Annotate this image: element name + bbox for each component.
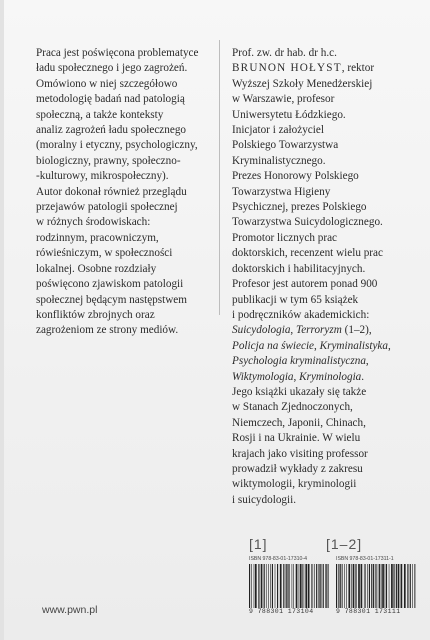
- barcode-bar: [277, 564, 278, 608]
- barcode-bar: [342, 564, 343, 608]
- barcode-bar: [272, 564, 273, 608]
- bio-line: Towarzystwa Higieny: [232, 185, 331, 198]
- barcode-bar: [398, 564, 400, 608]
- barcode-bar: [371, 564, 372, 608]
- barcode-digits: 9 788301 173104: [249, 608, 314, 615]
- barcode-bar: [364, 564, 365, 608]
- barcode-bar: [286, 564, 287, 608]
- barcode-bar: [358, 564, 360, 608]
- bio-line: w Stanach Zjednoczonych,: [232, 401, 353, 414]
- description-line: rodzinnym, pracowniczym,: [36, 231, 159, 244]
- isbn-block-1: [249, 556, 329, 615]
- description-line: konfliktów zbrojnych oraz: [36, 308, 155, 321]
- barcode-bar: [353, 564, 355, 608]
- barcode-bar: [379, 564, 380, 608]
- barcode-bar: [314, 564, 315, 608]
- bio-line: Rosji i na Ukrainie. W wielu: [232, 432, 361, 445]
- barcode-bar: [264, 564, 265, 608]
- book-title: Terroryzm: [296, 324, 342, 337]
- barcode-bar: [266, 564, 267, 608]
- barcode-bar: [302, 564, 303, 608]
- volume-label-1: [1]: [249, 536, 268, 552]
- description-line: zagrożeniom ze strony mediów.: [36, 324, 179, 337]
- description-line: Praca jest poświęcona problematyce: [36, 47, 199, 59]
- bio-line: Polskiego Towarzystwa: [232, 139, 339, 152]
- punctuation: (1–2),: [341, 324, 372, 337]
- publisher-website[interactable]: www.pwn.pl: [42, 604, 98, 616]
- description-line: Omówiono w niej szczegółowo: [36, 77, 178, 90]
- barcode-bar: [323, 564, 324, 608]
- bio-line: Niemczech, Japonii, Chinach,: [232, 416, 366, 429]
- barcode-bar: [351, 564, 352, 608]
- barcode-bar: [292, 564, 293, 608]
- barcode-bar: [296, 564, 298, 608]
- bio-line: Towarzystwa Suicydologicznego.: [232, 216, 383, 229]
- barcode-bar: [261, 564, 263, 608]
- barcode-bar: [386, 564, 387, 608]
- description-line: -kulturowy, mikrospołeczny).: [36, 170, 169, 183]
- barcode-bar: [410, 564, 411, 608]
- barcode-bar: [367, 564, 368, 608]
- barcode-bar: [381, 564, 382, 608]
- barcode-bar: [393, 564, 394, 608]
- barcode-bar: [299, 564, 300, 608]
- description-line: w różnych środowiskach:: [36, 216, 151, 229]
- punctuation: .: [361, 370, 365, 383]
- book-titles-line: [232, 323, 418, 338]
- bio-line: krajach jako visiting professor: [232, 447, 368, 460]
- barcode-bar: [318, 564, 319, 608]
- barcode-bar: [300, 564, 302, 608]
- isbn-block-2: [336, 556, 416, 615]
- volume-label-1-2: [1–2]: [326, 536, 363, 552]
- punctuation: ,: [365, 355, 369, 368]
- barcode-bar: [268, 564, 269, 608]
- barcode-bar: [328, 564, 329, 608]
- bio-line: Prezes Honorowy Polskiego: [232, 170, 359, 183]
- barcode-bar: [369, 564, 370, 608]
- barcode-bar: [275, 564, 276, 608]
- barcode-bar: [305, 564, 307, 608]
- barcode-bar: [320, 564, 321, 608]
- barcode-bar: [280, 564, 282, 608]
- bio-line: Kryminalistycznego.: [232, 154, 326, 167]
- barcode-bar: [254, 564, 255, 608]
- barcode-bar: [258, 564, 259, 608]
- description-line: metodologię badań nad patologią: [36, 93, 185, 106]
- barcode-bar: [382, 564, 384, 608]
- barcode-bar: [414, 564, 415, 608]
- bio-line: doktorskich i habilitacyjnych.: [232, 262, 366, 275]
- bio-text: , rektor: [341, 62, 375, 75]
- barcode-icon: [336, 564, 416, 608]
- barcode-bar: [355, 564, 356, 608]
- book-title: Psychologia kryminalistyczna: [232, 355, 366, 368]
- bio-line: w Warszawie, profesor: [232, 93, 335, 106]
- bio-line: Promotor licznych prac: [232, 231, 338, 244]
- barcode-bar: [336, 564, 337, 608]
- barcode-bar: [289, 564, 290, 608]
- punctuation: ,: [293, 370, 300, 383]
- description-line: ładu społecznego i jego zagrożeń.: [36, 62, 188, 75]
- bio-line: wiktymologii, kryminologii: [232, 478, 357, 491]
- barcode-bar: [251, 564, 252, 608]
- book-title: Wiktymologia: [232, 370, 294, 383]
- barcode-bar: [361, 564, 363, 608]
- barcode-bar: [412, 564, 413, 608]
- book-title: Kryminologia: [299, 370, 362, 383]
- bio-line: Wyższej Szkoły Menedżerskiej: [232, 77, 373, 90]
- barcode-bar: [373, 564, 374, 608]
- barcode-bar: [344, 564, 345, 608]
- book-title: Kryminalistyka: [319, 339, 388, 352]
- barcode-bar: [340, 564, 341, 608]
- barcode-bar: [287, 564, 288, 608]
- bio-line: Profesor jest autorem ponad 900: [232, 278, 378, 291]
- author-bio: [232, 46, 418, 508]
- bio-line: doktorskich, recenzent wielu prac: [232, 247, 383, 260]
- barcode-bar: [404, 564, 406, 608]
- barcode-bar: [308, 564, 310, 608]
- barcode-bar: [391, 564, 393, 608]
- description-line: przejawów patologii społecznej: [36, 201, 178, 214]
- bio-line: i podręczników akademickich:: [232, 308, 370, 321]
- barcode-bar: [311, 564, 312, 608]
- barcode-bar: [249, 564, 250, 608]
- description-line: społeczną, a także konteksty: [36, 108, 164, 121]
- column-divider: [219, 40, 220, 315]
- barcode-bar: [378, 564, 379, 608]
- barcode-bar: [396, 564, 397, 608]
- barcode-bar: [348, 564, 350, 608]
- isbn-number: ISBN 978-83-01-17311-1: [336, 556, 394, 562]
- description-line: lokalnej. Osobne rozdziały: [36, 262, 157, 275]
- barcode-icon: [249, 564, 329, 608]
- bio-line: Prof. zw. dr hab. dr h.c.: [232, 47, 337, 59]
- punctuation: ,: [388, 339, 391, 352]
- barcode-bar: [270, 564, 271, 608]
- bio-line: Jego książki ukazały się także: [232, 385, 367, 398]
- description-line: analiz zagrożeń ładu społecznego: [36, 124, 187, 137]
- barcode-bar: [283, 564, 284, 608]
- description-line: poświęcono zjawiskom patologii: [36, 278, 184, 291]
- barcode-bar: [389, 564, 390, 608]
- book-description: [36, 46, 212, 339]
- description-line: biologiczny, prawny, społeczno-: [36, 154, 181, 167]
- barcode-bar: [293, 564, 294, 608]
- barcode-bar: [313, 564, 314, 608]
- isbn-number: ISBN 978-83-01-17310-4: [249, 556, 307, 562]
- bio-line: [232, 61, 418, 76]
- description-line: Autor dokonał również przeglądu: [36, 185, 187, 198]
- description-line: rówieśniczym, w społeczności: [36, 247, 173, 260]
- author-name: BRUNON HOŁYST: [232, 62, 342, 75]
- book-title: Suicydologia: [232, 324, 291, 337]
- punctuation: ,: [314, 339, 320, 352]
- bio-line: Inicjator i założyciel: [232, 124, 324, 137]
- barcode-bar: [346, 564, 347, 608]
- description-line: społecznej będącym następstwem: [36, 293, 187, 306]
- bio-line: prowadził wykłady z zakresu: [232, 462, 363, 475]
- book-titles-line: [232, 370, 418, 385]
- bio-line: i suicydologii.: [232, 493, 297, 506]
- barcode-bar: [316, 564, 317, 608]
- barcode-bar: [338, 564, 339, 608]
- barcode-bar: [365, 564, 366, 608]
- barcode-bar: [255, 564, 257, 608]
- book-titles-line: [232, 339, 418, 354]
- barcode-bar: [325, 564, 326, 608]
- book-titles-line: [232, 354, 418, 369]
- barcode-bar: [407, 564, 408, 608]
- bio-line: Psychicznej, prezes Polskiego: [232, 201, 367, 214]
- barcode-digits: 9 788301 173111: [336, 608, 401, 615]
- book-title: Policja na świecie: [232, 339, 315, 352]
- punctuation: ,: [290, 324, 297, 337]
- barcode-bar: [401, 564, 403, 608]
- bio-line: publikacji w tym 65 książek: [232, 293, 359, 306]
- barcode-bar: [304, 564, 305, 608]
- barcode-bar: [375, 564, 376, 608]
- description-line: (moralny i etyczny, psychologiczny,: [36, 139, 198, 152]
- barcode-bar: [326, 564, 327, 608]
- bio-line: Uniwersytetu Łódzkiego.: [232, 108, 346, 121]
- barcode-bar: [385, 564, 386, 608]
- barcode-bar: [356, 564, 357, 608]
